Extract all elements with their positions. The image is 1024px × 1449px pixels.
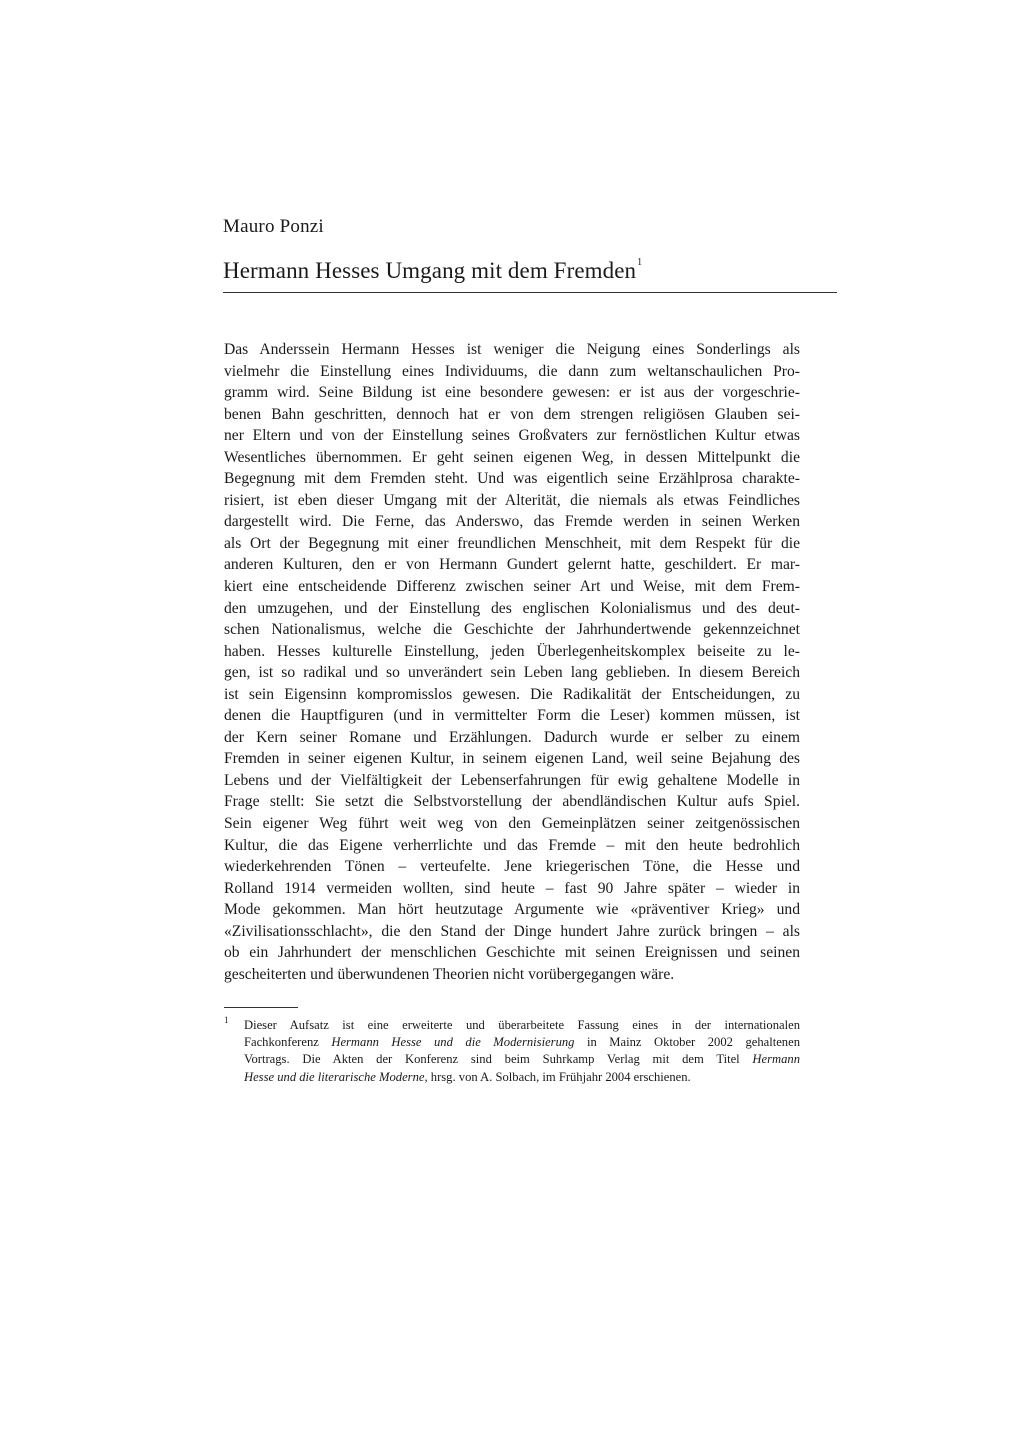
- footnote-text: Vortrags. Die Akten der Konferenz sind beim Suhrkamp Verlag mit dem Titel: [244, 1052, 753, 1067]
- body-paragraph: [224, 339, 800, 985]
- body-line: dargestellt wird. Die Ferne, das Anderswo, das Fremde werden in seinen Werken: [224, 513, 800, 531]
- body-line: Frage stellt: Sie setzt die Selbstvorstellung der abendländischen Kultur aufs Spiel.: [224, 793, 800, 811]
- footnote-text: in Mainz Oktober 2002 gehaltenen: [574, 1035, 800, 1050]
- body-line: kiert eine entscheidende Differenz zwischen seiner Art und Weise, mit dem Frem-: [224, 578, 800, 596]
- body-line: Fremden in seiner eigenen Kultur, in seinem eigenen Land, weil seine Bejahung des: [224, 750, 800, 768]
- footnote-line: [244, 1051, 800, 1068]
- body-line: «Zivilisationsschlacht», die den Stand der Dinge hundert Jahre zurück bringen – als: [224, 922, 800, 940]
- body-line: risiert, ist eben dieser Umgang mit der Alterität, die niemals als etwas Feindliches: [224, 491, 800, 509]
- footnote-line: [244, 1069, 800, 1086]
- body-line: ob ein Jahrhundert der menschlichen Geschichte mit seinen Ereignissen und seinen: [224, 944, 800, 962]
- body-line: Sein eigener Weg führt weit weg von den Gemeinplätzen seiner zeitgenössischen: [224, 815, 800, 833]
- body-line: gramm wird. Seine Bildung ist eine besondere gewesen: er ist aus der vorgeschrie-: [224, 384, 800, 402]
- body-line: benen Bahn geschritten, dennoch hat er von dem strengen religiösen Glauben sei-: [224, 405, 800, 423]
- title-underline: [223, 292, 837, 293]
- article-title-text: Hermann Hesses Umgang mit dem Fremden: [223, 258, 637, 283]
- footnote-italic-title: Hermann: [752, 1052, 800, 1067]
- footnote-text: Dieser Aufsatz ist eine erweiterte und überarbeitete Fassung eines in der internationalen: [244, 1018, 800, 1032]
- body-line: Wesentliches übernommen. Er geht seinen eigenen Weg, in dessen Mittelpunkt die: [224, 448, 800, 466]
- footnote-separator: [224, 1007, 298, 1008]
- author-name: Mauro Ponzi: [223, 216, 324, 237]
- body-line: Das Anderssein Hermann Hesses ist weniger die Neigung eines Sonderlings als: [224, 341, 800, 358]
- footnote-italic-title: Hesse und die literarische Moderne: [244, 1069, 425, 1084]
- body-line: gescheiterten und überwundenen Theorien nicht vorübergegangen wäre.: [224, 965, 675, 983]
- body-line: denen die Hauptfiguren (und in vermittelter Form die Leser) kommen müssen, ist: [224, 707, 800, 725]
- footnote-text: Fachkonferenz: [244, 1035, 332, 1050]
- body-line: schen Nationalismus, welche die Geschichte der Jahrhundertwende gekennzeichnet: [224, 621, 800, 639]
- body-line: ist sein Eigensinn kompromisslos gewesen. Die Radikalität der Entscheidungen, zu: [224, 685, 800, 703]
- footnote: [224, 1017, 800, 1086]
- body-line: Rolland 1914 vermeiden wollten, sind heute – fast 90 Jahre später – wieder in: [224, 879, 800, 897]
- article-title: [223, 258, 642, 284]
- footnote-mark: 1: [224, 1015, 229, 1025]
- footnote-line: [244, 1034, 800, 1051]
- body-line: der Kern seiner Romane und Erzählungen. Dadurch wurde er selber zu einem: [224, 728, 800, 746]
- body-line: als Ort der Begegnung mit einer freundlichen Menschheit, mit dem Respekt für die: [224, 534, 800, 552]
- footnote-italic-title: Hermann Hesse und die Modernisierung: [331, 1035, 575, 1050]
- body-line: ner Eltern und von der Einstellung seines Großvaters zur fernöstlichen Kultur etwas: [224, 427, 800, 445]
- body-line: vielmehr die Einstellung eines Individuums, die dann zum weltanschaulichen Pro-: [224, 362, 800, 380]
- body-line: Kultur, die das Eigene verherrlichte und das Fremde – mit den heute bedrohlich: [224, 836, 800, 854]
- body-line: Begegnung mit dem Fremden steht. Und was eigentlich seine Erzählprosa charakte-: [224, 470, 800, 488]
- body-line: gen, ist so radikal und so unverändert sein Leben lang geblieben. In diesem Bereich: [224, 664, 800, 682]
- footnote-line: [244, 1017, 800, 1034]
- body-line: Mode gekommen. Man hört heutzutage Argumente wie «präventiver Krieg» und: [224, 901, 800, 919]
- body-line: haben. Hesses kulturelle Einstellung, jeden Überlegenheitskomplex beiseite zu le-: [224, 642, 800, 660]
- footnote-text: , hrsg. von A. Solbach, im Frühjahr 2004 erschienen.: [424, 1069, 691, 1084]
- body-line: anderen Kulturen, den er von Hermann Gundert gelernt hatte, geschildert. Er mar-: [224, 556, 800, 574]
- body-line: den umzugehen, und der Einstellung des englischen Kolonialismus und des deut-: [224, 599, 800, 617]
- footnote-reference: 1: [637, 257, 643, 269]
- body-line: Lebens und der Vielfältigkeit der Lebenserfahrungen für ewig gehaltene Modelle in: [224, 771, 800, 789]
- body-line: wiederkehrenden Tönen – verteufelte. Jene kriegerischen Töne, die Hesse und: [224, 858, 800, 876]
